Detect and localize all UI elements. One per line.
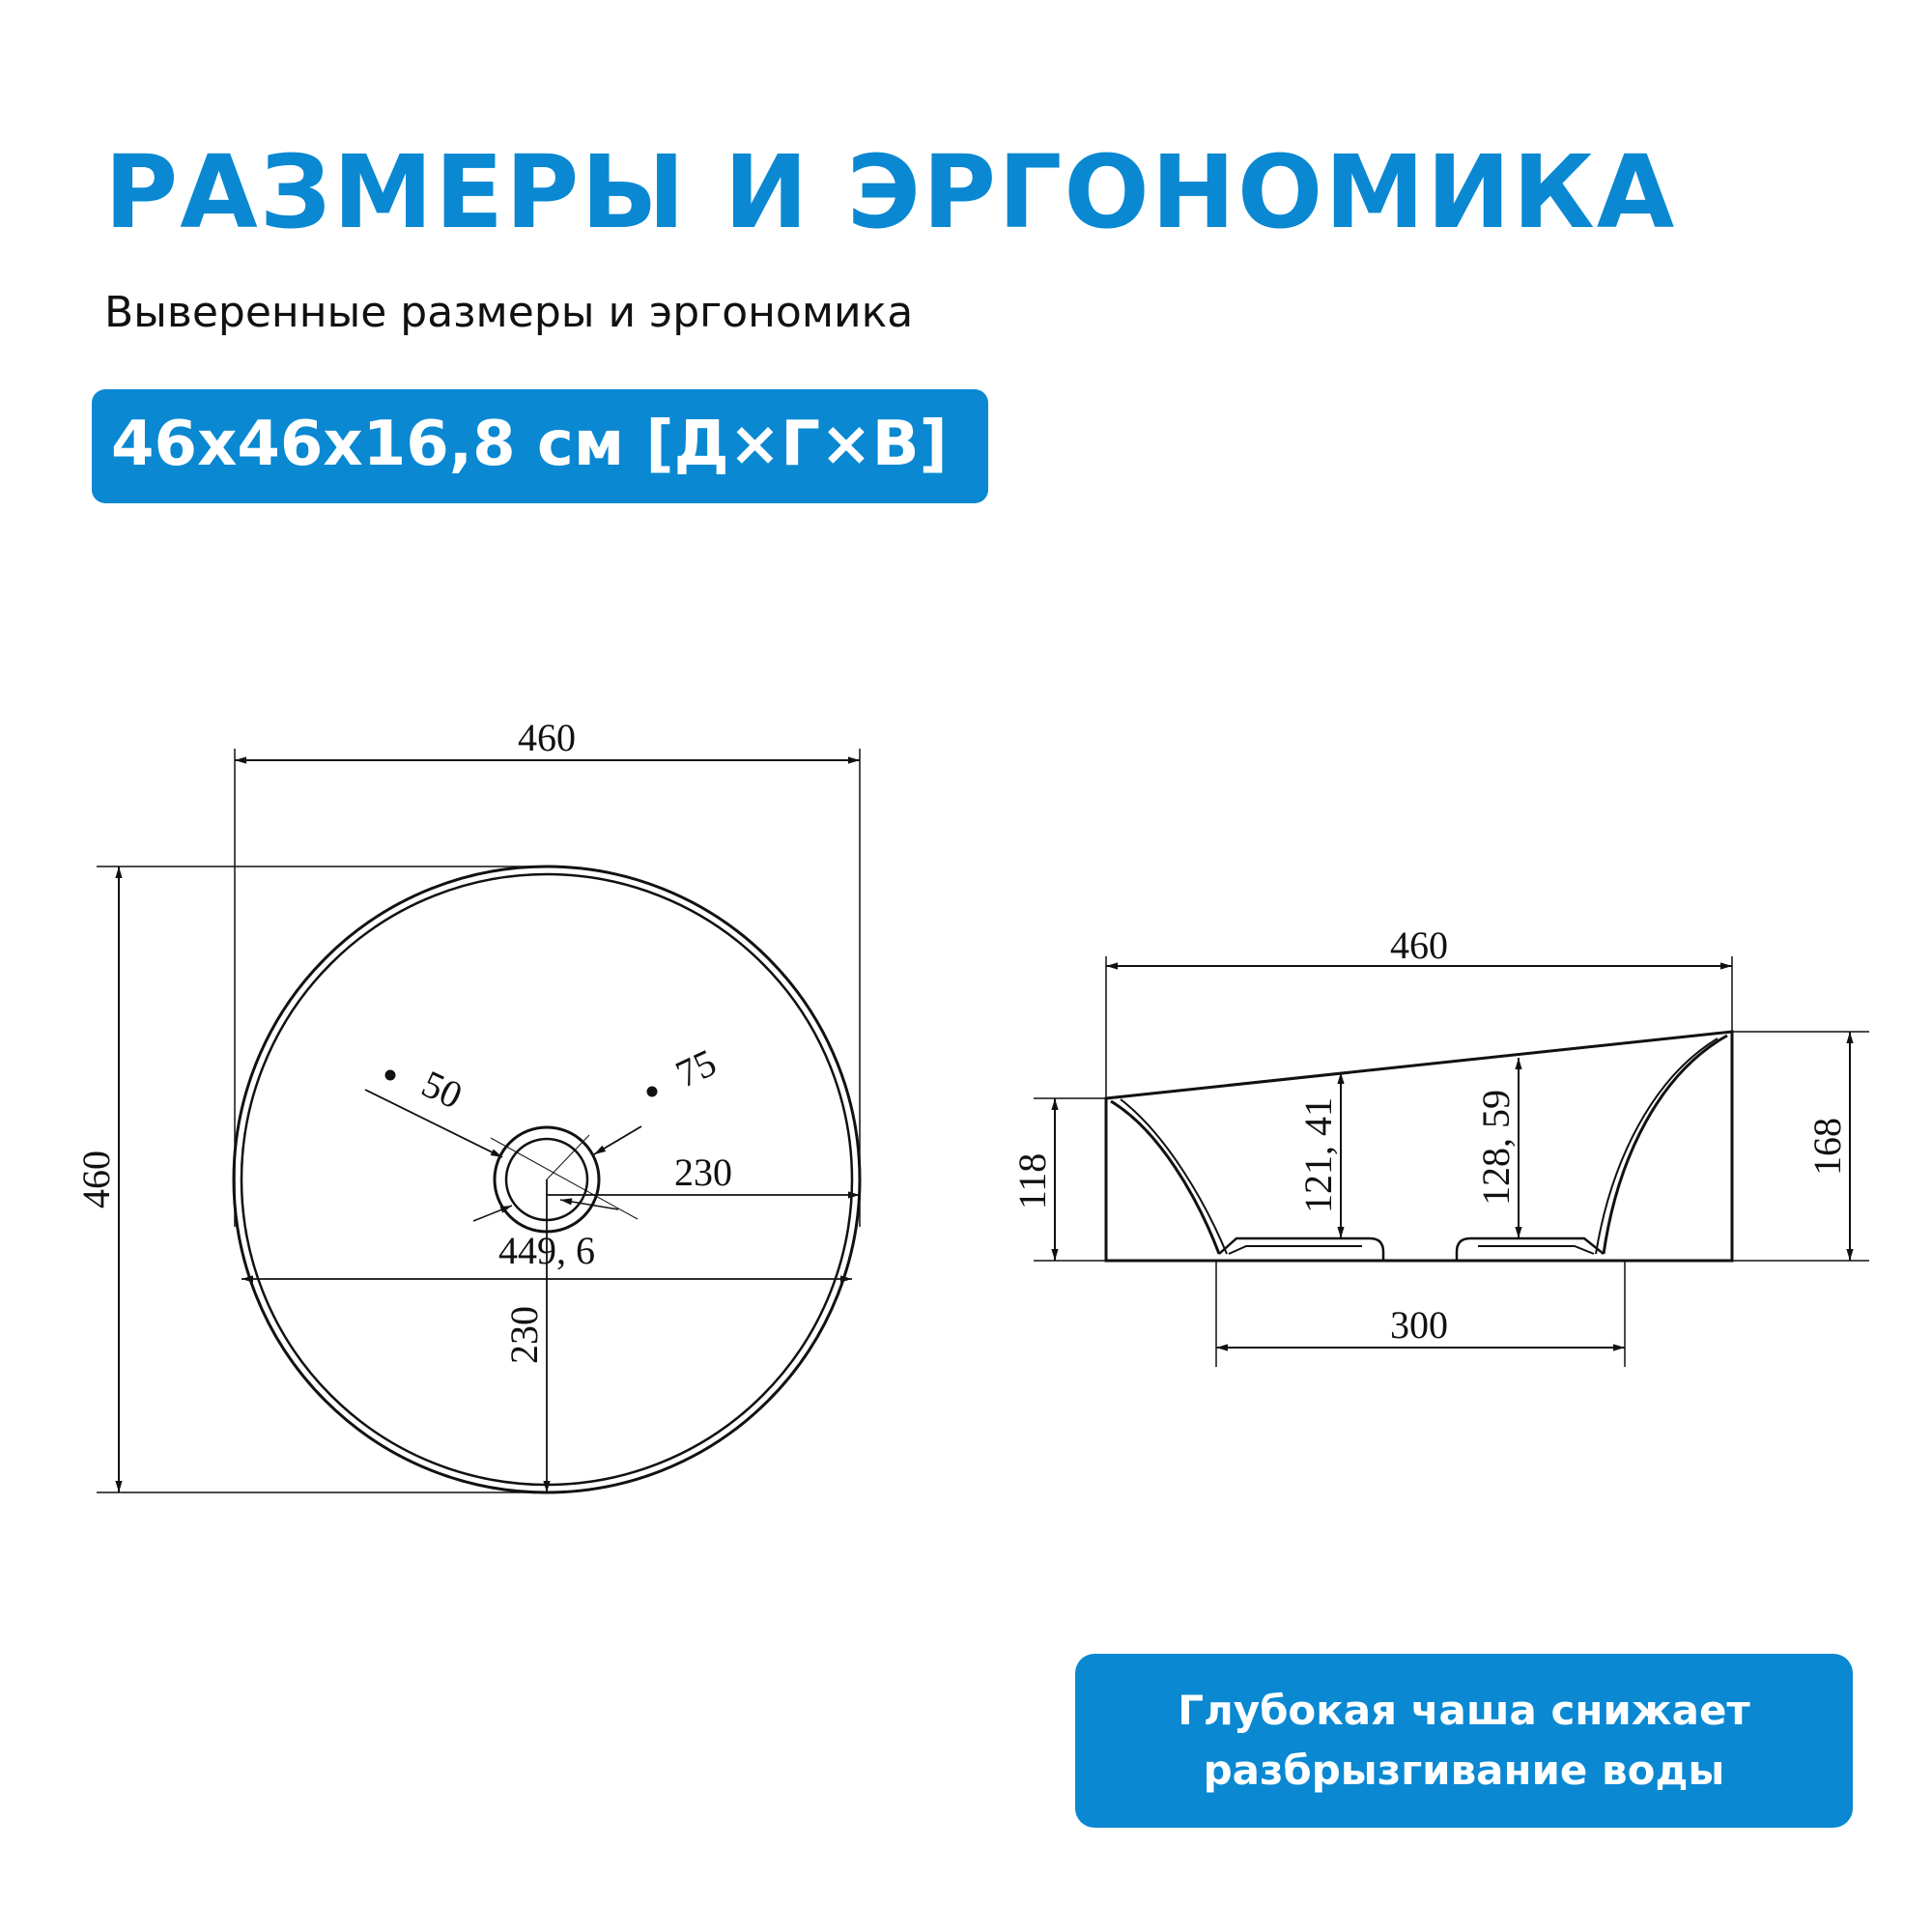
basin-profile: [1106, 1032, 1732, 1261]
top-height-label: 460: [74, 1151, 118, 1208]
feature-callout-text: Глубокая чаша снижает разбрызгивание воды: [1178, 1687, 1750, 1794]
drain-shelf-left-inner: [1229, 1246, 1362, 1254]
dimensions-badge-text: 46x46x16,8 см [Д×Г×В]: [111, 409, 948, 480]
inner-right-height-label: 128, 59: [1474, 1090, 1518, 1206]
top-width-label: 460: [518, 716, 576, 759]
side-bottom-width-label: 300: [1390, 1303, 1448, 1347]
center-dot: [385, 1070, 395, 1080]
side-left-height-label: 118: [1010, 1152, 1054, 1210]
drain-shelf-left: [1219, 1238, 1383, 1261]
side-view-labels: [1010, 923, 1849, 1347]
bowl-inner-curve-right: [1604, 1036, 1727, 1254]
center-dot: [647, 1087, 657, 1096]
bowl-inner-curve-left: [1111, 1101, 1219, 1254]
inner-left-height-label: 121, 41: [1296, 1097, 1340, 1213]
drain-center-line: [491, 1138, 638, 1219]
top-radius-label: 230: [674, 1151, 732, 1194]
side-view: [1034, 956, 1869, 1367]
drain-label-right: 75: [668, 1039, 723, 1096]
page-subtitle: Выверенные размеры и эргономика: [104, 288, 914, 337]
drain-center-line: [547, 1135, 589, 1179]
drain-leader-right: [594, 1126, 641, 1154]
side-top-width-label: 460: [1390, 923, 1448, 967]
side-right-height-label: 168: [1805, 1118, 1849, 1176]
top-radius-vertical-label: 230: [502, 1306, 546, 1364]
drain-shelf-right-inner: [1478, 1246, 1594, 1254]
top-view-labels: [74, 716, 732, 1364]
drain-label-left: 50: [415, 1061, 469, 1118]
bowl-inner-curve-right-2: [1596, 1038, 1718, 1254]
inner-diameter-label: 449, 6: [498, 1229, 595, 1272]
top-view: [97, 749, 860, 1492]
page-title: РАЗМЕРЫ И ЭРГОНОМИКА: [104, 133, 1677, 251]
feature-callout: [1075, 1654, 1853, 1828]
